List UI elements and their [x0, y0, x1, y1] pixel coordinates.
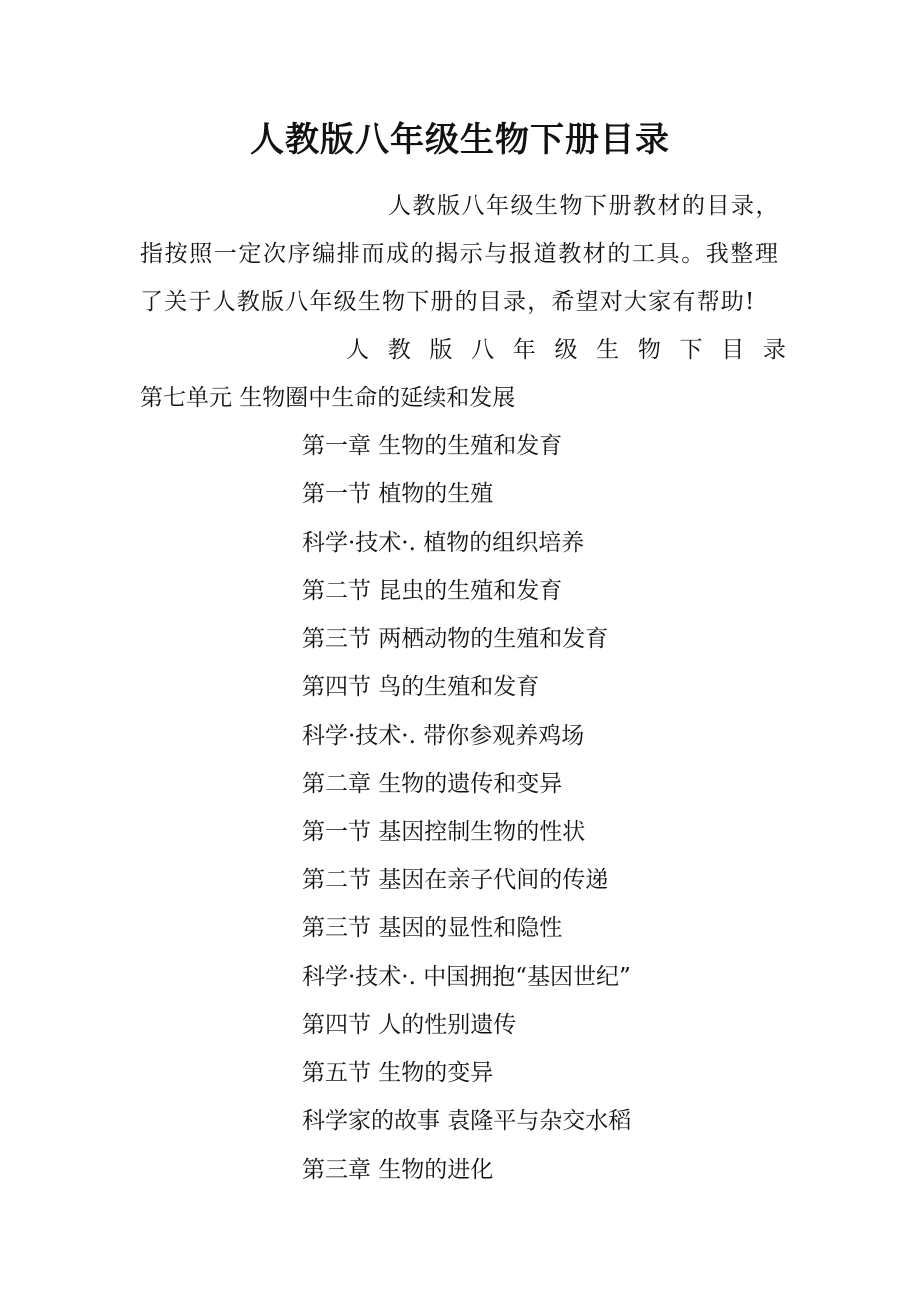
unit-title: 第七单元 生物圈中生命的延续和发展 [140, 385, 516, 411]
intro-line-3: 了关于人教版八年级生物下册的目录，希望对大家有帮助! [140, 289, 756, 315]
toc-entry: 第一节 基因控制生物的性状 [302, 819, 586, 845]
toc-heading-char: 物 [637, 337, 661, 363]
intro-line-1: 人教版八年级生物下册教材的目录， [388, 193, 780, 219]
toc-heading-char: 录 [762, 337, 786, 363]
toc-heading [346, 334, 786, 366]
toc-entry: 科学·技术·. 带你参观养鸡场 [302, 723, 585, 749]
toc-entry: 第三节 基因的显性和隐性 [302, 915, 563, 941]
toc-heading-char: 生 [596, 337, 620, 363]
toc-heading-char: 目 [721, 337, 745, 363]
toc-heading-char: 级 [554, 337, 578, 363]
toc-entry: 第五节 生物的变异 [302, 1060, 494, 1086]
toc-heading-char: 人 [346, 337, 369, 363]
document-title: 人教版八年级生物下册目录 [250, 120, 670, 160]
toc-heading-char: 下 [679, 337, 703, 363]
toc-entry: 科学家的故事 袁隆平与杂交水稻 [302, 1108, 632, 1134]
intro-line-2: 指按照一定次序编排而成的揭示与报道教材的工具。我整理 [140, 241, 780, 267]
toc-entry: 科学·技术·. 植物的组织培养 [302, 530, 585, 556]
toc-entry: 第二节 基因在亲子代间的传递 [302, 867, 609, 893]
toc-entry: 第四节 人的性别遗传 [302, 1012, 517, 1038]
toc-heading-char: 八 [471, 337, 495, 363]
toc-entry: 第一章 生物的生殖和发育 [302, 433, 563, 459]
toc-entry: 第三节 两栖动物的生殖和发育 [302, 626, 609, 652]
toc-entry: 科学·技术·. 中国拥抱“基因世纪” [302, 964, 631, 990]
toc-entry: 第三章 生物的进化 [302, 1157, 494, 1183]
toc-entry: 第一节 植物的生殖 [302, 481, 494, 507]
toc-entry: 第四节 鸟的生殖和发育 [302, 674, 540, 700]
toc-heading-char: 年 [512, 337, 536, 363]
toc-entry: 第二节 昆虫的生殖和发育 [302, 578, 563, 604]
toc-heading-char: 版 [429, 337, 453, 363]
toc-entry: 第二章 生物的遗传和变异 [302, 771, 563, 797]
toc-heading-char: 教 [387, 337, 411, 363]
